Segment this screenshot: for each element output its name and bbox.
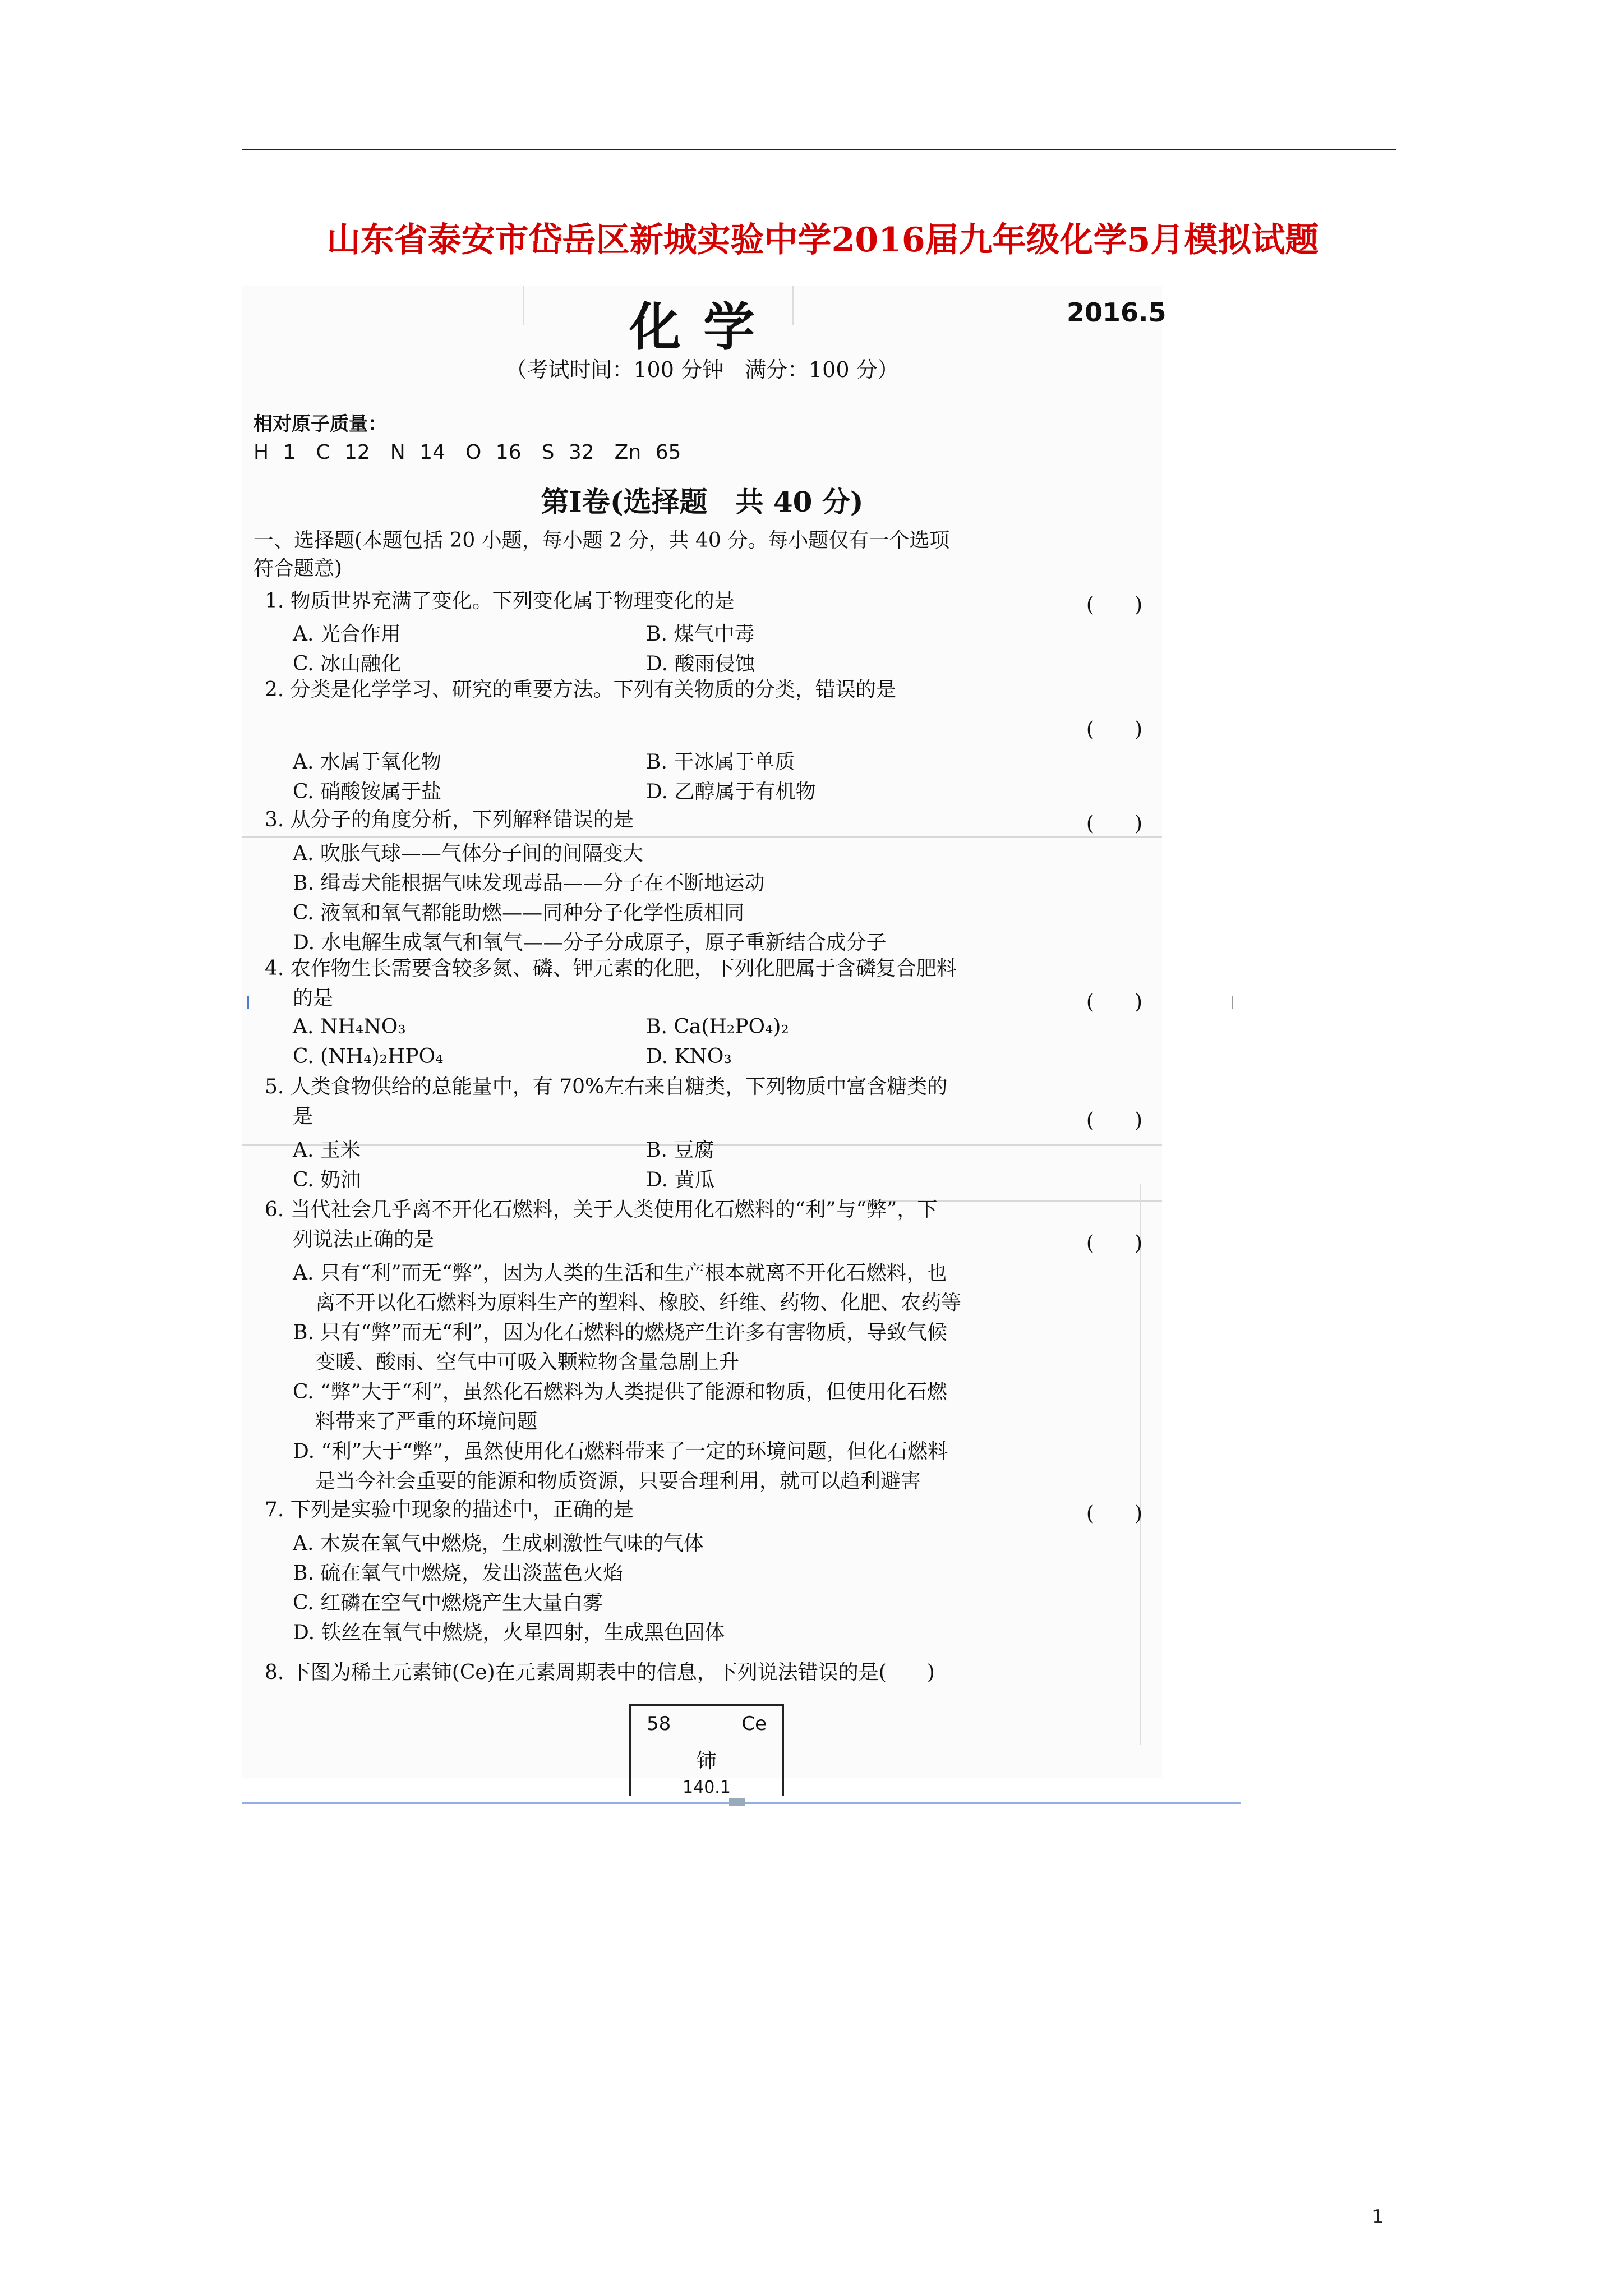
section-title: 第Ⅰ卷(选择题 共 40 分) [541,485,864,518]
q3-option-d: D. 水电解生成氢气和氧气——分子分成原子，原子重新结合成分子 [293,931,887,954]
scan-side-mark-right [1232,996,1233,1009]
q3-option-a: A. 吹胀气球——气体分子间的间隔变大 [293,842,643,865]
instructions-line-2: 符合题意) [253,557,343,580]
q3-option-b: B. 缉毒犬能根据气味发现毒品——分子在不断地运动 [293,872,765,895]
atomic-mass: 140.1 [683,1778,731,1797]
element-name: 铈 [696,1750,717,1773]
q2-option-c: C. 硝酸铵属于盐 [293,780,442,803]
exam-subject: 化学 [629,297,778,357]
answer-blank: ( ) [1086,991,1142,1014]
answer-blank: ( ) [1086,718,1142,741]
q3-option-c: C. 液氧和氧气都能助燃——同种分子化学性质相同 [293,901,745,924]
q6-option-b: B. 只有“弊”而无“利”，因为化石燃料的燃烧产生许多有害物质，导致气候 [293,1321,947,1344]
q5-option-c: C. 奶油 [293,1168,361,1191]
scanned-exam-page [242,286,1166,1797]
exam-date: 2016.5 [1067,297,1166,328]
q1-option-d: D. 酸雨侵蚀 [646,652,755,675]
q1-option-b: B. 煤气中毒 [646,623,755,646]
q2-option-a: A. 水属于氧化物 [293,751,441,774]
header-rule [242,149,1396,150]
q1-option-a: A. 光合作用 [293,623,401,646]
answer-blank: ( ) [1086,1232,1142,1255]
question-5-stem-cont: 是 [293,1105,313,1128]
q2-option-b: B. 干冰属于单质 [646,751,795,774]
bleed-through-line [1140,1184,1141,1745]
question-3-stem: 3. 从分子的角度分析，下列解释错误的是 [265,808,634,831]
atomic-number: 58 [647,1713,671,1735]
q6-option-d-cont: 是当今社会重要的能源和物质资源，只要合理利用，就可以趋利避害 [315,1470,921,1493]
q7-option-c: C. 红磷在空气中燃烧产生大量白雾 [293,1591,603,1614]
answer-blank: ( ) [1086,593,1142,616]
q6-option-a-cont: 离不开以化石燃料为原料生产的塑料、橡胶、纤维、药物、化肥、农药等 [315,1291,962,1314]
question-1-stem: 1. 物质世界充满了变化。下列变化属于物理变化的是 [265,590,735,613]
q4-option-d: D. KNO₃ [646,1045,732,1068]
q6-option-d: D. “利”大于“弊”，虽然使用化石燃料带来了一定的环境问题，但化石燃料 [293,1440,948,1463]
bleed-through-line [523,286,524,325]
answer-blank: ( ) [1086,812,1142,835]
bleed-through-line [792,286,794,325]
q7-option-b: B. 硫在氧气中燃烧，发出淡蓝色火焰 [293,1562,624,1585]
answer-blank: ( ) [1086,1109,1142,1132]
question-2-stem: 2. 分类是化学学习、研究的重要方法。下列有关物质的分类，错误的是 [265,678,896,701]
question-4-stem-cont: 的是 [293,987,334,1010]
document-title: 山东省泰安市岱岳区新城实验中学2016届九年级化学5月模拟试题 [326,220,1319,260]
q4-option-c: C. (NH₄)₂HPO₄ [293,1045,444,1068]
page-number: 1 [1372,2206,1384,2228]
question-7-stem: 7. 下列是实验中现象的描述中，正确的是 [265,1498,634,1521]
q7-option-a: A. 木炭在氧气中燃烧，生成刺激性气味的气体 [293,1532,704,1555]
q6-option-c-cont: 料带来了严重的环境问题 [315,1410,538,1433]
question-6-stem: 6. 当代社会几乎离不开化石燃料，关于人类使用化石燃料的“利”与“弊”，下 [265,1198,938,1221]
q6-option-a: A. 只有“利”而无“弊”，因为人类的生活和生产根本就离不开化石燃料，也 [293,1262,947,1285]
question-4-stem: 4. 农作物生长需要含较多氮、磷、钾元素的化肥，下列化肥属于含磷复合肥料 [265,957,957,980]
instructions-line-1: 一、选择题(本题包括 20 小题，每小题 2 分，共 40 分。每小题仅有一个选项 [253,529,950,552]
periodic-table-cell [629,1704,784,1796]
question-6-stem-cont: 列说法正确的是 [293,1228,435,1251]
scan-mark [729,1798,745,1806]
question-5-stem: 5. 人类食物供给的总能量中，有 70%左右来自糖类，下列物质中富含糖类的 [265,1075,948,1098]
q4-option-a: A. NH₄NO₃ [293,1015,406,1038]
question-8-stem: 8. 下图为稀土元素铈(Ce)在元素周期表中的信息，下列说法错误的是( ) [265,1661,935,1684]
q4-option-b: B. Ca(H₂PO₄)₂ [646,1015,789,1038]
exam-time-info: （考试时间：100 分钟 满分：100 分） [505,357,899,382]
q5-option-d: D. 黄瓜 [646,1168,715,1191]
atomic-mass-label: 相对原子质量： [253,413,387,435]
q6-option-c: C. “弊”大于“利”，虽然化石燃料为人类提供了能源和物质，但使用化石燃 [293,1381,947,1404]
q2-option-d: D. 乙醇属于有机物 [646,780,816,803]
atomic-mass-values: H 1 C 12 N 14 O 16 S 32 Zn 65 [253,441,681,464]
q6-option-b-cont: 变暖、酸雨、空气中可吸入颗粒物含量急剧上升 [315,1351,740,1374]
scan-side-mark-left [247,996,249,1009]
q1-option-c: C. 冰山融化 [293,652,402,675]
answer-blank: ( ) [1086,1502,1142,1525]
q5-option-a: A. 玉米 [293,1139,361,1162]
element-symbol: Ce [741,1713,767,1735]
q5-option-b: B. 豆腐 [646,1139,714,1162]
q7-option-d: D. 铁丝在氧气中燃烧，火星四射，生成黑色固体 [293,1621,725,1644]
